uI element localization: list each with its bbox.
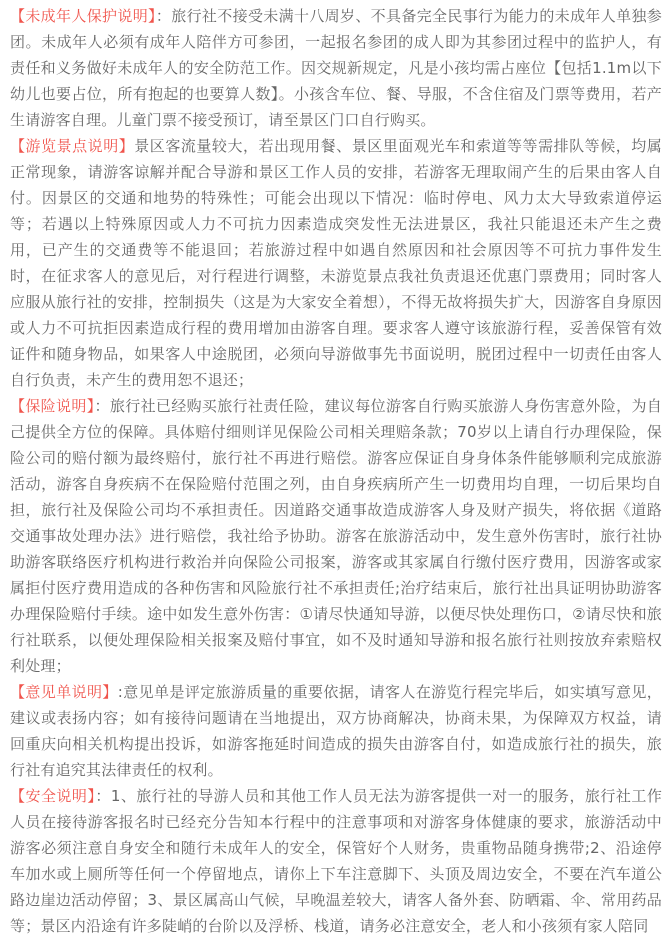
- section-body: 意见单是评定旅游质量的重要依据，请客人在游览行程完毕后，如实填写意见，建议或表扬内容；如有接待问题请在当地提出，双方协商解决，协商未果，为保障双方权益，请回重庆向相关机构提出投诉，如游客拖延时间造成的损失由游客自付，如造成旅行社的损失，旅行社有追究其法律责任的权利。: [10, 683, 662, 779]
- notice-section-insurance: [10, 393, 662, 679]
- notice-section-scenic-spots: [10, 133, 662, 393]
- section-heading: 【意见单说明】: [10, 683, 118, 701]
- section-separator: ：: [94, 397, 110, 415]
- notice-section-safety: [10, 783, 662, 939]
- section-body: 1、旅行社的导游人员和其他工作人员无法为游客提供一对一的服务，旅行社工作人员在接待游客报名时已经充分告知本行程中的注意事项和对游客身体健康的要求，旅游活动中游客必须注意自身安全和随行未成年人的安全，保管好个人财务，贵重物品随身携带;2、沿途停车加水或上厕所等任何一个停留地点，请你上下车注意脚下、头顶及周边安全，不要在汽车道公路边崖边活动停留；3、景区属高山气候，早晚温差较大，请客人备外套、防晒霜、伞、常用药品等；景区内沿途有许多陡峭的台阶以及浮桥、栈道，请务必注意安全，老人和小孩须有家人陪同: [10, 787, 663, 935]
- section-separator: ：: [95, 787, 111, 805]
- section-separator: ：: [155, 7, 172, 25]
- notice-section-feedback-form: [10, 679, 662, 783]
- section-heading: 【未成年人保护说明】: [10, 7, 156, 25]
- section-body: 旅行社已经购买旅行社责任险，建议每位游客自行购买旅游人身伤害意外险，为自己提供全方位的保障。具体赔付细则详见保险公司相关理赔条款；70岁以上请自行办理保险，保险公司的赔付额为最终赔付，旅行社不再进行赔偿。游客应保证自身身体条件能够顺利完成旅游活动，游客自身疾病不在保险赔付范围之列，由自身疾病所产生一切费用均自理，一切后果均自担，旅行社及保险公司均不承担责任。因道路交通事故造成游客人身及财产损失，将依据《道路交通事故处理办法》进行赔偿，我社给予协助。游客在旅游活动中，发生意外伤害时，旅行社协助游客联络医疗机构进行救治并向保险公司报案，游客或其家属自行缴付医疗费用，因游客或家属拒付医疗费用造成的各种伤害和风险旅行社不承担责任;治疗结束后，旅行社出具证明协助游客办理保险赔付手续。途中如发生意外伤害：①请尽快通知导游，以便尽快处理伤口，②请尽快和旅行社联系，以便处理保险相关报案及赔付事宜，如不及时通知导游和报名旅行社则按放弃索赔权利处理；: [10, 397, 662, 675]
- section-heading: 【安全说明】: [10, 787, 96, 805]
- section-separator: :: [117, 683, 124, 701]
- section-heading: 【保险说明】: [10, 397, 95, 415]
- section-body: 旅行社不接受未满十八周岁、不具备完全民事行为能力的未成年人单独参团。未成年人必须有成年人陪伴方可参团，一起报名参团的成人即为其参团过程中的监护人，有责任和义务做好未成年人的安全防范工作。因交规新规定，凡是小孩均需占座位【包括1.1m以下幼儿也要占位，所有抱起的也要算人数】。小孩含车位、餐、导服，不含住宿及门票等费用，若产生请游客自理。儿童门票不接受预订，请至景区门口自行购买。: [10, 7, 662, 129]
- section-heading: 【游览景点说明】: [10, 137, 135, 155]
- notice-section-minor-protection: [10, 3, 662, 133]
- section-body: 景区客流量较大，若出现用餐、景区里面观光车和索道等等需排队等候，均属正常现象，请游客谅解并配合导游和景区工作人员的安排，若游客无理取闹产生的后果由客人自付。因景区的交通和地势的特殊性；可能会出现以下情况：临时停电、风力太大导致索道停运等；若遇以上特殊原因或人力不可抗力因素造成突发性无法进景区，我社只能退还未产生之费用，已产生的交通费等不能退回；若旅游过程中如遇自然原因和社会原因等不可抗力事件发生时，在征求客人的意见后，对行程进行调整，未游览景点我社负责退还优惠门票费用；同时客人应服从旅行社的安排，控制损失（这是为大家安全着想），不得无故将损失扩大，因游客自身原因或人力不可抗拒因素造成行程的费用增加由游客自理。要求客人遵守该旅游行程，妥善保管有效证件和随身物品，如果客人中途脱团，必须向导游做事先书面说明，脱团过程中一切责任由客人自行负责，未产生的费用恕不退还；: [10, 137, 662, 389]
